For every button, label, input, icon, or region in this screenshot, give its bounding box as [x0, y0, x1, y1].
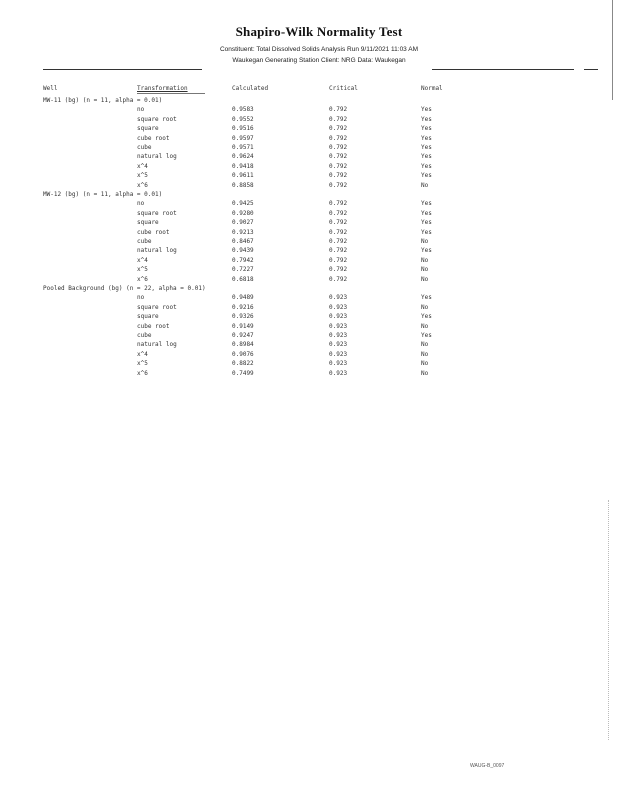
table-row	[0, 351, 600, 359]
table-row	[0, 219, 600, 227]
cell-calculated: 0.9149	[232, 322, 254, 330]
cell-critical: 0.792	[329, 153, 348, 161]
cell-normal: Yes	[421, 153, 432, 161]
cell-critical: 0.792	[329, 209, 348, 217]
cell-critical: 0.792	[329, 181, 348, 189]
cell-calculated: 0.9213	[232, 228, 254, 236]
cell-normal: Yes	[421, 313, 432, 321]
table-row	[0, 266, 600, 274]
cell-transformation: square root	[137, 115, 177, 123]
page-edge-line	[612, 0, 613, 100]
cell-transformation: x^5	[137, 360, 148, 368]
cell-transformation: natural log	[137, 247, 177, 255]
cell-transformation: cube	[137, 332, 152, 339]
table-row	[0, 341, 600, 349]
col-header-normal: Normal	[421, 85, 443, 92]
cell-critical: 0.923	[329, 294, 348, 302]
cell-transformation: natural log	[137, 341, 177, 349]
cell-transformation: cube	[137, 144, 152, 151]
cell-transformation: square	[137, 313, 159, 321]
col-header-transformation: Transformation	[137, 85, 188, 92]
cell-critical: 0.923	[329, 350, 348, 358]
table-row	[0, 116, 600, 124]
cell-critical: 0.792	[329, 106, 348, 114]
cell-calculated: 0.9489	[232, 294, 254, 302]
cell-transformation: square	[137, 219, 159, 227]
cell-calculated: 0.8467	[232, 238, 254, 245]
cell-transformation: cube root	[137, 228, 170, 236]
cell-normal: Yes	[421, 332, 432, 339]
cell-calculated: 0.9326	[232, 313, 254, 321]
group-label: MW-11 (bg) (n = 11, alpha = 0.01)	[43, 97, 163, 104]
group-label: MW-12 (bg) (n = 11, alpha = 0.01)	[43, 191, 163, 198]
cell-normal: Yes	[421, 219, 432, 227]
cell-calculated: 0.9216	[232, 303, 254, 311]
table-row	[0, 172, 600, 180]
cell-transformation: x^4	[137, 256, 148, 264]
cell-calculated: 0.8984	[232, 341, 254, 349]
cell-calculated: 0.9597	[232, 134, 254, 142]
cell-critical: 0.792	[329, 144, 348, 151]
table-row	[0, 210, 600, 218]
cell-critical: 0.792	[329, 162, 348, 170]
cell-transformation: square	[137, 125, 159, 133]
table-row	[0, 276, 600, 284]
cell-normal: Yes	[421, 294, 432, 302]
cell-normal: No	[421, 256, 429, 264]
cell-critical: 0.923	[329, 313, 348, 321]
cell-critical: 0.923	[329, 341, 348, 349]
cell-critical: 0.792	[329, 219, 348, 227]
cell-transformation: x^6	[137, 275, 148, 283]
cell-transformation: x^6	[137, 369, 148, 377]
report-subtitle-site: Waukegan Generating Station Client: NRG Data: Waukegan	[232, 57, 406, 64]
col-header-well: Well	[43, 85, 58, 92]
cell-calculated: 0.9611	[232, 172, 254, 180]
table-row	[0, 323, 600, 331]
cell-critical: 0.792	[329, 247, 348, 255]
cell-transformation: no	[137, 106, 145, 114]
cell-critical: 0.792	[329, 200, 348, 208]
report-subtitle-constituent: Constituent: Total Dissolved Solids Analysis Run 9/11/2021 11:03 AM	[219, 46, 418, 53]
header-rule-tail	[584, 69, 598, 70]
cell-critical: 0.923	[329, 303, 348, 311]
cell-transformation: natural log	[137, 153, 177, 161]
cell-transformation: cube	[137, 238, 152, 245]
cell-normal: No	[421, 266, 429, 274]
cell-calculated: 0.7499	[232, 369, 254, 377]
cell-calculated: 0.8822	[232, 360, 254, 368]
page-identifier: WAUG-B_0097	[470, 763, 505, 769]
table-row	[0, 106, 600, 114]
table-row	[0, 313, 600, 321]
cell-normal: Yes	[421, 162, 432, 170]
cell-critical: 0.792	[329, 134, 348, 142]
cell-critical: 0.792	[329, 125, 348, 133]
cell-critical: 0.792	[329, 172, 348, 180]
cell-critical: 0.792	[329, 266, 348, 274]
cell-calculated: 0.9624	[232, 153, 254, 161]
cell-calculated: 0.9418	[232, 162, 254, 170]
table-row	[0, 238, 600, 246]
cell-calculated: 0.9027	[232, 219, 254, 227]
cell-normal: No	[421, 369, 429, 377]
cell-normal: Yes	[421, 106, 432, 114]
cell-normal: Yes	[421, 134, 432, 142]
cell-transformation: no	[137, 294, 145, 302]
col-header-calculated: Calculated	[232, 85, 269, 92]
cell-transformation: no	[137, 200, 145, 208]
table-row	[0, 144, 600, 152]
table-row	[0, 163, 600, 171]
cell-transformation: x^4	[137, 162, 148, 170]
cell-calculated: 0.9571	[232, 144, 254, 151]
cell-calculated: 0.9425	[232, 200, 254, 208]
table-row	[0, 247, 600, 255]
cell-calculated: 0.9583	[232, 106, 254, 114]
col-header-critical: Critical	[329, 85, 358, 92]
cell-transformation: square root	[137, 209, 177, 217]
cell-normal: No	[421, 350, 429, 358]
cell-critical: 0.923	[329, 360, 348, 368]
table-row	[0, 294, 600, 302]
table-row	[0, 200, 600, 208]
cell-critical: 0.792	[329, 275, 348, 283]
cell-normal: Yes	[421, 200, 432, 208]
header-rule-left	[43, 69, 202, 70]
table-row	[0, 257, 600, 265]
cell-calculated: 0.9076	[232, 350, 254, 358]
cell-normal: Yes	[421, 228, 432, 236]
page-edge-marks	[608, 500, 613, 740]
cell-normal: No	[421, 360, 429, 368]
cell-critical: 0.792	[329, 228, 348, 236]
cell-normal: Yes	[421, 172, 432, 180]
cell-normal: Yes	[421, 115, 432, 123]
cell-calculated: 0.9552	[232, 115, 254, 123]
cell-transformation: x^5	[137, 172, 148, 180]
cell-critical: 0.792	[329, 238, 348, 245]
cell-transformation: cube root	[137, 322, 170, 330]
cell-transformation: square root	[137, 303, 177, 311]
cell-calculated: 0.6818	[232, 275, 254, 283]
cell-normal: No	[421, 341, 429, 349]
cell-transformation: cube root	[137, 134, 170, 142]
group-label: Pooled Background (bg) (n = 22, alpha = 0.01)	[43, 285, 206, 292]
cell-calculated: 0.9280	[232, 209, 254, 217]
cell-calculated: 0.7942	[232, 256, 254, 264]
table-row	[0, 182, 600, 190]
cell-normal: No	[421, 181, 429, 189]
col-header-underline	[137, 93, 205, 94]
cell-normal: No	[421, 275, 429, 283]
cell-calculated: 0.9439	[232, 247, 254, 255]
cell-normal: Yes	[421, 209, 432, 217]
cell-critical: 0.923	[329, 322, 348, 330]
cell-calculated: 0.8858	[232, 181, 254, 189]
cell-normal: Yes	[421, 247, 432, 255]
table-row	[0, 229, 600, 237]
header-rule-right	[432, 69, 574, 70]
cell-critical: 0.923	[329, 369, 348, 377]
table-row	[0, 360, 600, 368]
table-row	[0, 304, 600, 312]
cell-critical: 0.792	[329, 256, 348, 264]
cell-transformation: x^5	[137, 266, 148, 274]
cell-calculated: 0.7227	[232, 266, 254, 274]
table-row	[0, 370, 600, 378]
table-row	[0, 135, 600, 143]
cell-transformation: x^6	[137, 181, 148, 189]
table-row	[0, 125, 600, 133]
report-title: Shapiro-Wilk Normality Test	[235, 24, 403, 39]
cell-transformation: x^4	[137, 350, 148, 358]
cell-normal: Yes	[421, 125, 432, 133]
table-row	[0, 332, 600, 340]
cell-calculated: 0.9247	[232, 332, 254, 339]
table-row	[0, 153, 600, 161]
cell-normal: No	[421, 322, 429, 330]
cell-calculated: 0.9516	[232, 125, 254, 133]
cell-critical: 0.923	[329, 332, 348, 339]
cell-normal: No	[421, 303, 429, 311]
cell-normal: Yes	[421, 144, 432, 151]
cell-critical: 0.792	[329, 115, 348, 123]
cell-normal: No	[421, 238, 429, 245]
